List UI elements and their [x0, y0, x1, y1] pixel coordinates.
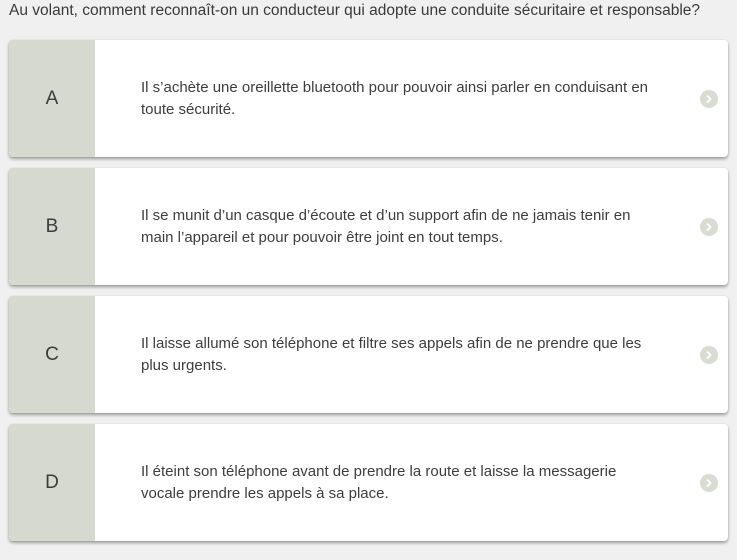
option-letter: A	[9, 40, 95, 157]
question-text: Au volant, comment reconnaît-on un conducteur qui adopte une conduite sécuritaire et responsable?	[9, 2, 701, 19]
option-letter: B	[9, 168, 95, 285]
answer-option-c[interactable]	[9, 296, 728, 413]
option-letter: D	[9, 424, 95, 541]
chevron-right-icon	[700, 474, 718, 492]
option-text: Il éteint son téléphone avant de prendre la route et laisse la messagerie vocale prendre les appels à sa place.	[141, 462, 617, 502]
answer-option-b[interactable]	[9, 168, 728, 285]
option-text: Il s’achète une oreillette bluetooth pour pouvoir ainsi parler en conduisant en toute sécurité.	[141, 78, 648, 118]
chevron-right-icon	[700, 218, 718, 236]
chevron-right-icon	[700, 90, 718, 108]
option-letter: C	[9, 296, 95, 413]
option-text: Il se munit d’un casque d’écoute et d’un support afin de ne jamais tenir en main l’appareil et pour pouvoir être joint en tout temps.	[141, 206, 631, 246]
answer-option-a[interactable]	[9, 40, 728, 157]
option-text: Il laisse allumé son téléphone et filtre ses appels afin de ne prendre que les plus urgents.	[141, 334, 642, 374]
chevron-right-icon	[700, 346, 718, 364]
answer-option-d[interactable]	[9, 424, 728, 541]
answer-options	[9, 40, 728, 552]
